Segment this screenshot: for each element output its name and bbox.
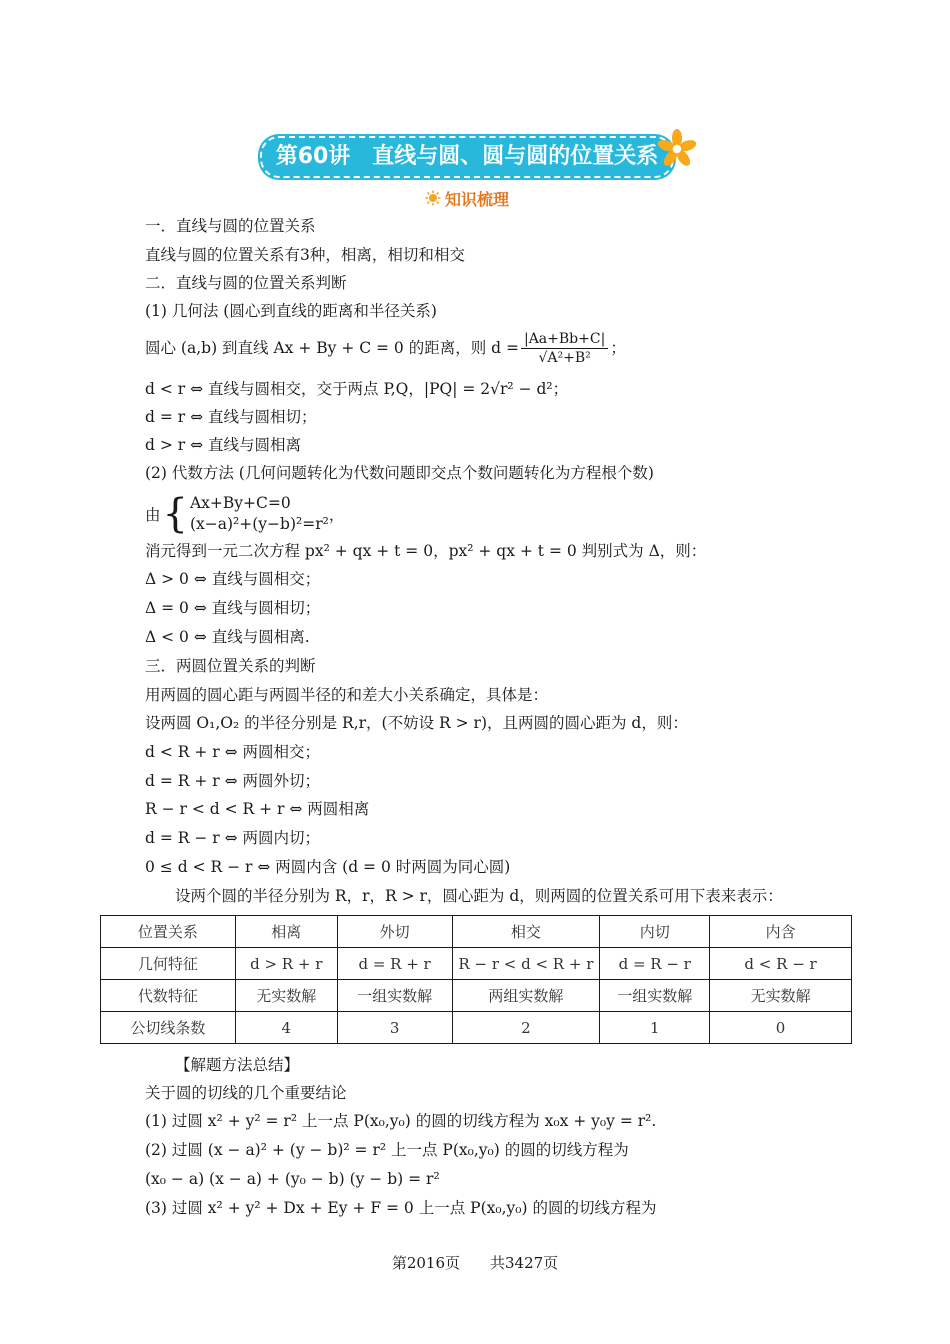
text-line: (2) 过圆 (x − a)² + (y − b)² = r² 上一点 P(x₀,y₀) 的圆的切线方程为 [145, 1141, 629, 1159]
text-line: 消元得到一元二次方程 px² + qx + t = 0，px² + qx + t = 0 判别式为 Δ，则： [145, 542, 707, 560]
table-cell: 代数特征 [101, 980, 236, 1012]
table-cell: 1 [600, 1012, 710, 1044]
text-line: Δ = 0 ⇔ 直线与圆相切； [145, 599, 321, 617]
equation-line: Ax+By+C=0 [189, 494, 291, 512]
table-cell: 一组实数解 [600, 980, 710, 1012]
text-line: d = r ⇔ 直线与圆相切； [145, 408, 317, 426]
formula-text: ； [610, 339, 626, 357]
brace-symbol: { [162, 491, 188, 537]
fraction-denominator: √A²+B² [538, 349, 591, 366]
table-cell: d = R − r [600, 948, 710, 980]
formula-text: 圆心 (a,b) 到直线 Ax + By + C = 0 的距离，则 d = [145, 339, 519, 357]
distance-fraction [521, 330, 608, 367]
table-cell: 位置关系 [101, 916, 236, 948]
fraction-numerator: |Aa+Bb+C| [521, 330, 608, 349]
table-cell: d = R + r [337, 948, 452, 980]
section-title: 知识梳理 [445, 189, 510, 209]
table-cell: 相离 [235, 916, 337, 948]
formula-text: 由 [145, 506, 161, 524]
table-cell: 公切线条数 [101, 1012, 236, 1044]
table-cell: 两组实数解 [452, 980, 600, 1012]
table-cell: 一组实数解 [337, 980, 452, 1012]
distance-formula [145, 326, 626, 370]
table-cell: 相交 [452, 916, 600, 948]
text-line: d < R + r ⇔ 两圆相交； [145, 743, 321, 761]
table-cell: 外切 [337, 916, 452, 948]
table-cell: 2 [452, 1012, 600, 1044]
table-cell: 3 [337, 1012, 452, 1044]
text-line: 设两个圆的半径分别为 R，r，R > r，圆心距为 d，则两圆的位置关系可用下表来表示： [175, 887, 783, 905]
text-line: (1) 过圆 x² + y² = r² 上一点 P(x₀,y₀) 的圆的切线方程为 x₀x + y₀y = r². [145, 1112, 657, 1130]
text-line: d = R − r ⇔ 两圆内切； [145, 829, 321, 847]
table-row [101, 980, 852, 1012]
text-line: 0 ≤ d < R − r ⇔ 两圆内含 (d = 0 时两圆为同心圆) [145, 858, 511, 876]
table-cell: R − r < d < R + r [452, 948, 600, 980]
table-cell: 内切 [600, 916, 710, 948]
text-line: (2) 代数方法 (几何问题转化为代数问题即交点个数问题转化为方程根个数) [145, 464, 654, 482]
flower-icon [656, 128, 698, 170]
text-line: 直线与圆的位置关系有3种，相离，相切和相交 [145, 246, 465, 264]
equation-line: (x−a)²+(y−b)²=r² [189, 515, 329, 533]
relationship-table [100, 915, 852, 1044]
text-line: (x₀ − a) (x − a) + (y₀ − b) (y − b) = r² [145, 1170, 440, 1188]
table-row [101, 1012, 852, 1044]
text-line: 设两圆 O₁,O₂ 的半径分别是 R,r，(不妨设 R > r)，且两圆的圆心距为 d，则： [145, 714, 688, 732]
table-cell: 内含 [710, 916, 852, 948]
lecture-title-banner [260, 136, 674, 178]
text-line: d = R + r ⇔ 两圆外切； [145, 772, 321, 790]
text-line: 关于圆的切线的几个重要结论 [145, 1084, 347, 1102]
equation-system [145, 492, 344, 536]
heading-3: 三．两圆位置关系的判断 [145, 657, 316, 675]
text-line: d < r ⇔ 直线与圆相交，交于两点 P,Q，|PQ| = 2√r² − d²； [145, 380, 569, 398]
table-row [101, 948, 852, 980]
text-line: d > r ⇔ 直线与圆相离 [145, 436, 302, 454]
heading-1: 一．直线与圆的位置关系 [145, 217, 316, 235]
text-line: Δ < 0 ⇔ 直线与圆相离. [145, 628, 310, 646]
table-row [101, 916, 852, 948]
table-cell: 几何特征 [101, 948, 236, 980]
table-cell: 4 [235, 1012, 337, 1044]
heading-2: 二．直线与圆的位置关系判断 [145, 274, 347, 292]
section-header [425, 186, 509, 210]
method-summary-heading: 【解题方法总结】 [175, 1056, 300, 1074]
text-line: R − r < d < R + r ⇔ 两圆相离 [145, 800, 370, 818]
table-cell: 无实数解 [710, 980, 852, 1012]
table-cell: 无实数解 [235, 980, 337, 1012]
text-line: 用两圆的圆心距与两圆半径的和差大小关系确定，具体是： [145, 686, 549, 704]
text-line: (3) 过圆 x² + y² + Dx + Ey + F = 0 上一点 P(x₀,y₀) 的圆的切线方程为 [145, 1199, 657, 1217]
table-cell: 0 [710, 1012, 852, 1044]
lecture-title: 第60讲 直线与圆、圆与圆的位置关系 [275, 144, 659, 169]
formula-text: ， [328, 506, 345, 524]
sun-icon [425, 190, 441, 206]
table-cell: d > R + r [235, 948, 337, 980]
text-line: (1) 几何法 (圆心到直线的距离和半径关系) [145, 302, 437, 320]
table-cell: d < R − r [710, 948, 852, 980]
text-line: Δ > 0 ⇔ 直线与圆相交； [145, 570, 321, 588]
page-number: 第2016页 共3427页 [391, 1254, 559, 1272]
